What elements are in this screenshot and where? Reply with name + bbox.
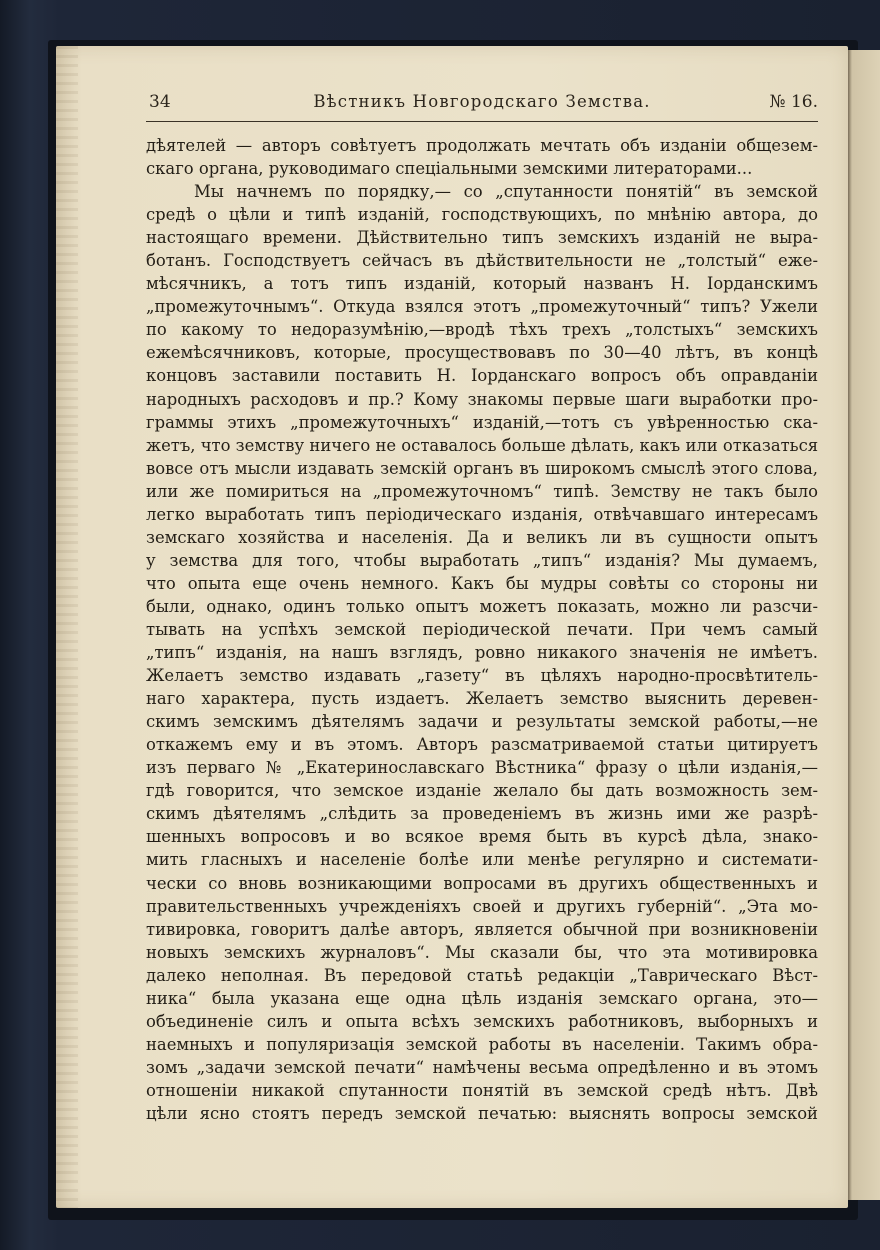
- text-line: мить гласныхъ и населеніе болѣе или менѣе регулярно и системати-: [146, 850, 818, 870]
- issue-number: № 16.: [769, 92, 818, 112]
- text-line: скимъ дѣятелямъ „слѣдить за проведеніемъ въ жизнь ими же разрѣ-: [146, 804, 818, 824]
- text-line: настоящаго времени. Дѣйствительно типъ земскихъ изданій не выра-: [146, 228, 818, 248]
- text-line: жетъ, что земству ничего не оставалось больше дѣлать, какъ или отказаться: [146, 435, 819, 455]
- header-rule: [146, 121, 818, 122]
- text-line: ежемѣсячниковъ, которые, просуществовавъ по 30—40 лѣтъ, въ концѣ: [146, 343, 818, 363]
- text-line: гдѣ говорится, что земское изданіе желало бы дать возможность зем-: [146, 781, 818, 801]
- text-line: у земства для того, чтобы выработать „типъ“ изданія? Мы думаемъ,: [146, 550, 818, 570]
- text-line: концовъ заставили поставить Н. Іорданскаго вопросъ объ оправданіи: [146, 366, 818, 386]
- text-line: средѣ о цѣли и типѣ изданій, господствующихъ, по мнѣнію автора, до: [146, 205, 818, 225]
- text-line: далеко неполная. Въ передовой статьѣ редакціи „Таврическаго Вѣст-: [146, 965, 818, 985]
- text-line: скимъ земскимъ дѣятелямъ задачи и результаты земской работы,—не: [146, 712, 818, 732]
- text-line: чески со вновь возникающими вопросами въ другихъ общественныхъ и: [146, 873, 818, 893]
- text-line: по какому то недоразумѣнію,—вродѣ тѣхъ трехъ „толстыхъ“ земскихъ: [146, 320, 818, 340]
- text-line: Желаетъ земство издавать „газету“ въ цѣляхъ народно-просвѣтитель-: [146, 666, 818, 686]
- text-line: наго характера, пусть издаетъ. Желаетъ земство выяснить деревен-: [146, 689, 818, 709]
- text-line: правительственныхъ учрежденіяхъ своей и другихъ губерній“. „Эта мо-: [146, 896, 818, 916]
- text-line: мѣсячникъ, а тотъ типъ изданій, который названъ Н. Іорданскимъ: [146, 274, 818, 294]
- facing-page-edge: [848, 50, 880, 1200]
- text-line: легко выработать типъ періодическаго изданія, отвѣчавшаго интересамъ: [146, 504, 818, 524]
- running-title: Вѣстникъ Новгородскаго Земства.: [313, 92, 651, 111]
- body-text: [146, 134, 818, 1125]
- text-line: были, однако, одинъ только опытъ можетъ показать, можно ли разсчи-: [146, 596, 818, 616]
- text-line: или же помириться на „промежуточномъ“ типѣ. Земству не такъ было: [146, 481, 818, 501]
- text-line: тивировка, говоритъ далѣе авторъ, является обычной при возникновеніи: [146, 919, 818, 939]
- text-line: отношеніи никакой спутанности понятій въ земской средѣ нѣтъ. Двѣ: [146, 1080, 818, 1100]
- text-line: объединеніе силъ и опыта всѣхъ земскихъ работниковъ, выборныхъ и: [146, 1011, 818, 1031]
- text-line: изъ перваго № „Екатеринославскаго Вѣстника“ фразу о цѣли изданія,—: [146, 758, 818, 778]
- text-line: народныхъ расходовъ и пр.? Кому знакомы первые шаги выработки про-: [146, 389, 818, 409]
- text-line: зомъ „задачи земской печати“ намѣчены весьма опредѣленно и въ этомъ: [146, 1057, 818, 1077]
- text-line: ника“ была указана еще одна цѣль изданія земскаго органа, это—: [146, 988, 818, 1008]
- text-line: цѣли ясно стоятъ передъ земской печатью: выяснять вопросы земской: [146, 1103, 818, 1123]
- running-header: [146, 92, 818, 118]
- text-line: „промежуточнымъ“. Откуда взялся этотъ „промежуточный“ типъ? Ужели: [146, 297, 818, 317]
- text-line: граммы этихъ „промежуточныхъ“ изданій,—тотъ съ увѣренностью ска-: [146, 412, 818, 432]
- text-line: Мы начнемъ по порядку,— со „спутанности понятій“ въ земской: [194, 182, 818, 202]
- text-line: шенныхъ вопросовъ и во всякое время быть въ курсѣ дѣла, знако-: [146, 827, 818, 847]
- text-line: откажемъ ему и въ этомъ. Авторъ разсматриваемой статьи цитируетъ: [146, 735, 818, 755]
- page-number: 34: [149, 92, 171, 112]
- text-line: земскаго хозяйства и населенія. Да и великъ ли въ сущности опытъ: [146, 527, 818, 547]
- text-line: наемныхъ и популяризація земской работы въ населеніи. Такимъ обра-: [146, 1034, 818, 1054]
- text-line: вовсе отъ мысли издавать земскій органъ въ широкомъ смыслѣ этого слова,: [146, 458, 818, 478]
- text-line: скаго органа, руководимаго спеціальными земскими литераторами...: [146, 159, 753, 179]
- text-line: новыхъ земскихъ журналовъ“. Мы сказали бы, что эта мотивировка: [146, 942, 818, 962]
- text-line: что опыта еще очень немного. Какъ бы мудры совѣты со стороны ни: [146, 573, 818, 593]
- text-line: „типъ“ изданія, на нашъ взглядъ, ровно никакого значенія не имѣетъ.: [146, 643, 818, 663]
- text-line: ботанъ. Господствуетъ сейчасъ въ дѣйствительности не „толстый“ еже-: [146, 251, 818, 271]
- text-line: дѣятелей — авторъ совѣтуетъ продолжать мечтать объ изданіи общезем-: [146, 136, 818, 155]
- gutter-stitching: [56, 46, 78, 1208]
- text-line: тывать на успѣхъ земской періодической печати. При чемъ самый: [146, 619, 818, 639]
